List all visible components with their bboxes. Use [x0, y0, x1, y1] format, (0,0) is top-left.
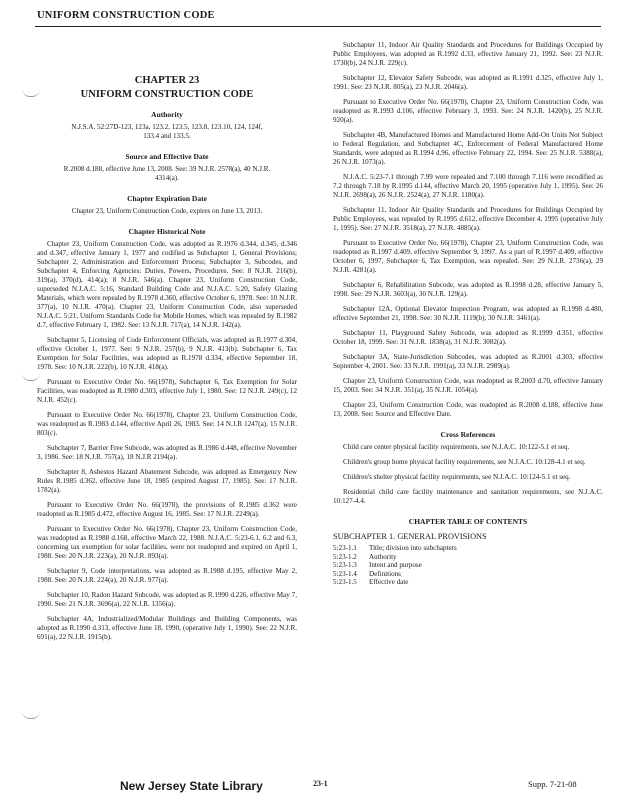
toc-section-title: Title; division into subchapters [369, 544, 457, 552]
running-header: UNIFORM CONSTRUCTION CODE [37, 10, 215, 21]
right-column [333, 41, 603, 587]
binder-mark [22, 708, 40, 719]
history-paragraph: Subchapter 3A, State-Jurisdiction Subcodes, was adopted as R.2001 d.303, effective September 4, 2001. See: 33 N.J.R. 1991(a), 33 N.J.R. 2989(a). [333, 353, 603, 370]
history-paragraph: Pursuant to Executive Order No. 66(1978), Chapter 23, Uniform Construction Code, was readopted as R.1997 d.409, effective September 9, 1997. As a part of R.1997 d.409, effective October 6, 1997, Subchapter 6, Tax Exemption, was repealed. See: 29 N.J.R. 2736(a), 29 N.J.R. 4281(a). [333, 239, 603, 274]
toc-section-number: 5:23-1.4 [333, 569, 357, 578]
cross-references-heading: Cross References [440, 430, 496, 439]
history-paragraph: Chapter 23, Uniform Construction Code, was adopted as R.1976 d.344, d.345, d.346 and d.347, effective January 1, 1977 and codified as Subchapter 1, General Provisions; Subchapter 2, Administration and Enforcement Process; Subchapter 3, Subcodes, and Subchapter 4, Enforcing Agencies: Duties, Powers, Procedures. See: 8 N.J.R. 216(b), 319(a), 370(d), 414(a); 8 N.J.R. 546(a). Chapter 23, Uniform Construction Code, superseded N.J.A.C. 5:16, Standard Building Code and N.J.A.C. 5:20, Safety Glazing Materials, which were repealed by R.1978 d.360, effective October 6, 1978. See: 10 N.J.R. 377(a), 10 N.J.R. 470(a). Chapter 23, Uniform Construction Code, also superseded N.J.A.C. 5:21, Uniform Standards Code for Mobile Homes, which was repealed by R.1982 d.7, effective February 1, 1982. See: 13 N.J.R. 717(a), 14 N.J.R. 142(a). [37, 240, 297, 329]
source-text: R.2008 d.188, effective June 13, 2008. See: 39 N.J.R. 2578(a), 40 N.J.R. 4314(a). [63, 165, 271, 182]
toc-heading: CHAPTER TABLE OF CONTENTS [408, 517, 528, 526]
history-paragraph: Subchapter 4A, Industrialized/Modular Buildings and Building Components, was adopted as R.1990 d.313, effective June 18, 1990, (operative July 1, 1990). See: 22 N.J.R. 691(a), 22 N.J.R. 1915(b). [37, 615, 297, 641]
history-heading: Chapter Historical Note [128, 227, 206, 236]
history-paragraph: Subchapter 8, Asbestos Hazard Abatement Subcode, was adopted as Emergency New Rules R.1985 d.362, effective June 18, 1985 (expired August 17, 1985). See: 17 N.J.R. 1782(a). [37, 468, 297, 494]
authority-text: N.J.S.A. 52:27D-123, 123a, 123.2, 123.5, 123.8, 123.10, 124, 124f, 133.4 and 133.5. [71, 123, 263, 140]
toc-entry[interactable] [333, 553, 603, 562]
expiration-text: Chapter 23, Uniform Construction Code, expires on June 13, 2013. [71, 207, 263, 215]
history-paragraph: Subchapter 4B, Manufactured Homes and Manufactured Home Add-On Units Not Subject to Federal Regulation, and Subchapter 4C, Enforcement of Federal Manufactured Home Standards, were adopted as R.1994 d.96, effective February 22, 1994. See: 25 N.J.R. 5388(a), 26 N.J.R. 1073(a). [333, 131, 603, 166]
expiration-heading: Chapter Expiration Date [127, 194, 207, 203]
toc-section-title: Intent and purpose [369, 561, 422, 570]
toc-section-number: 5:23-1.5 [333, 578, 357, 587]
library-watermark: New Jersey State Library [120, 779, 263, 793]
table-of-contents [333, 544, 603, 587]
toc-section-number: 5:23-1.2 [333, 552, 357, 561]
cross-reference: Children's shelter physical facility requirements, see N.J.A.C. 10:124-5.1 et seq. [343, 473, 571, 481]
history-paragraph: Pursuant to Executive Order No. 66(1978), Chapter 23, Uniform Construction Code, was readopted as R.1993 d.106, effective February 3, 1993. See: 24 N.J.R. 1420(b), 25 N.J.R. 920(a). [333, 98, 603, 124]
history-paragraph: Subchapter 11, Indoor Air Quality Standards and Procedures for Buildings Occupied by Public Employees, was repealed by R.1995 d.612, effective December 4, 1995 (operative July 1, 1995). See: 27 N.J.R. 3518(a), 27 N.J.R. 4885(a). [333, 206, 603, 232]
chapter-title: UNIFORM CONSTRUCTION CODE [80, 89, 254, 100]
chapter-number: CHAPTER 23 [134, 75, 200, 86]
toc-section-number: 5:23-1.3 [333, 561, 357, 570]
history-paragraph: Subchapter 11, Indoor Air Quality Standards and Procedures for Buildings Occupied by Public Employees, was adopted as R.1992 d.33, effective January 21, 1992. See: 23 N.J.R. 1730(b), 24 N.J.R. 229(c). [333, 41, 603, 67]
source-heading: Source and Effective Date [125, 152, 209, 161]
history-paragraph: N.J.A.C. 5:23-7.1 through 7.99 were repealed and 7.100 through 7.116 were recodified as 7.2 through 7.18 by R.1995 d.144, effective March 20, 1995 (operative July 1, 1995). See: 26 N.J.R. 2698(a), 26 N.J.R. 2524(a), 27 N.J.R. 1180(a). [333, 173, 603, 199]
supplement-date: Supp. 7-21-08 [528, 779, 577, 789]
history-paragraph: Chapter 23, Uniform Construction Code, was readopted as R.2003 d.70, effective January 15, 2003. See: 34 N.J.R. 351(a), 35 N.J.R. 1054(a). [333, 377, 603, 394]
history-paragraph: Pursuant to Executive Order No. 66(1978), the provisions of R.1985 d.362 were readopted as R.1985 d.472, effective August 16, 1985. See: 17 N.J.R. 2249(a). [37, 501, 297, 518]
toc-entry[interactable] [333, 561, 603, 570]
history-paragraph: Chapter 23, Uniform Construction Code, was readopted as R.2008 d.188, effective June 13, 2008. See: Source and Effective Date. [333, 401, 603, 418]
history-paragraph: Pursuant to Executive Order No. 66(1978), Subchapter 6, Tax Exemption for Solar Facilities, was readopted as R.1980 d.303, effective July 1, 1980. See: 12 N.J.R. 249(c), 12 N.J.R. 452(c). [37, 378, 297, 404]
toc-entry[interactable] [333, 544, 603, 553]
history-paragraph: Subchapter 12A, Optional Elevator Inspection Program, was adopted as R.1998 d.480, effective September 21, 1998. See: 30 N.J.R. 1119(b), 30 N.J.R. 3461(a). [333, 305, 603, 322]
cross-reference: Residential child care facility maintenance and sanitation requirements, see N.J.A.C. 10:127-4.4. [333, 488, 603, 505]
cross-reference: Child care center physical facility requirements, see N.J.A.C. 10:122-5.1 et seq. [343, 443, 570, 451]
cross-reference: Children's group home physical facility requirements, see N.J.A.C. 10:128-4.1 et seq. [343, 458, 586, 466]
toc-section-number: 5:23-1.1 [333, 544, 357, 552]
page-number: 23-1 [313, 779, 328, 788]
subchapter-heading: SUBCHAPTER 1. GENERAL PROVISIONS [333, 532, 487, 541]
history-paragraph: Subchapter 7, Barrier Free Subcode, was adopted as R.1986 d.448, effective November 3, 1986. See: 18 N.J.R. 757(a), 18 N.J.R 2194(a). [37, 444, 297, 461]
authority-heading: Authority [151, 110, 183, 119]
toc-entry[interactable] [333, 578, 603, 587]
header-rule [35, 26, 601, 27]
history-paragraph: Subchapter 12, Elevator Safety Subcode, was adopted as R.1991 d.325, effective July 1, 1991. See: 23 N.J.R. 805(a), 23 N.J.R. 2046(a). [333, 74, 603, 91]
toc-entry[interactable] [333, 570, 603, 579]
toc-section-title: Definitions [369, 569, 401, 578]
history-paragraph: Subchapter 6, Rehabilitation Subcode, was adopted as R.1998 d.28, effective January 5, 1998. See: 29 N.J.R. 3603(a), 30 N.J.R. 129(a). [333, 281, 603, 298]
history-paragraph: Subchapter 11, Playground Safety Subcode, was adopted as R.1999 d.351, effective October 18, 1999. See: 31 N.J.R. 1838(a), 31 N.J.R. 3082(a). [333, 329, 603, 346]
toc-section-title: Authority [369, 552, 397, 561]
toc-section-title: Effective date [369, 578, 409, 587]
history-paragraph: Pursuant to Executive Order No. 66(1978), Chapter 23, Uniform Construction Code, was readopted as R.1988 d.168, effective March 22, 1988. N.J.A.C. 5:23-6.1, 6.2 and 6.3, concerning tax exemption for solar facilities, were not readopted and expired on April 1, 1988. See: 20 N.J.R. 223(a), 20 N.J.R. 893(a). [37, 525, 297, 560]
history-paragraph: Subchapter 9, Code interpretations, was adopted as R.1988 d.195, effective May 2, 1988. See: 20 N.J.R. 224(a), 20 N.J.R. 977(a). [37, 567, 297, 584]
history-paragraph: Subchapter 5, Licensing of Code Enforcement Officials, was adopted as R.1977 d.304, effective October 1, 1977. See: 9 N.J.R. 257(b), 9 N.J.R. 413(b). Subchapter 6, Tax Exemption for Solar Facilities, was adopted as R.1978 d.334, effective September 18, 1978. See: 10 N.J.R. 222(b), 10 N.J.R. 418(a). [37, 336, 297, 371]
history-paragraph: Pursuant to Executive Order No. 66(1978), Chapter 23, Uniform Construction Code, was readopted as R.1983 d.144, effective April 26, 1983. See: 14 N.J.R 1247(a), 15 N.J.R. 803(c). [37, 411, 297, 437]
left-column [37, 43, 297, 648]
history-paragraph: Subchapter 10, Radon Hazard Subcode, was adopted as R.1990 d.226, effective May 7, 1990. See: 21 N.J.R. 3696(a), 22 N.J.R. 1356(a). [37, 591, 297, 608]
